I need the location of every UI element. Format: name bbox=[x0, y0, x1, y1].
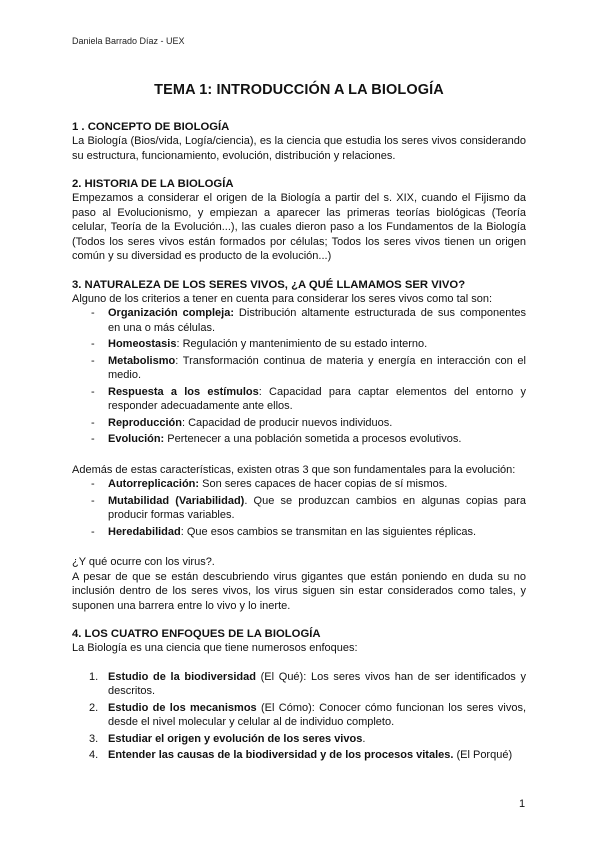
criteria-desc: : Transformación continua de materia y energía en interacción con el medio. bbox=[108, 354, 526, 381]
criteria-desc: : Que esos cambios se transmitan en las siguientes réplicas. bbox=[180, 525, 477, 538]
section-3-heading: 3. NATURALEZA DE LOS SERES VIVOS, ¿A QUÉ LLAMAMOS SER VIVO? bbox=[72, 278, 466, 291]
criteria-term: Autorreplicación: bbox=[108, 478, 200, 490]
section-2-heading: 2. HISTORIA DE LA BIOLOGÍA bbox=[72, 178, 234, 190]
document-title: TEMA 1: INTRODUCCIÓN A LA BIOLOGÍA bbox=[154, 82, 444, 98]
section-1-heading: 1 . CONCEPTO DE BIOLOGÍA bbox=[72, 121, 230, 133]
criteria-item: - Evolución: Pertenecer a una población sometida a procesos evolutivos. bbox=[91, 433, 462, 445]
criteria-list bbox=[72, 306, 526, 447]
approach-term: Estudiar el origen y evolución de los seres vivos bbox=[108, 732, 363, 745]
criteria-desc: Son seres capaces de hacer copias de sí mismos. bbox=[199, 478, 448, 490]
page-content bbox=[72, 82, 526, 777]
criteria-term: Heredabilidad bbox=[108, 525, 181, 538]
criteria-desc: . Que se produzcan cambios en algunas copias para producir formas variables. bbox=[108, 494, 526, 521]
section-4-heading: 4. LOS CUATRO ENFOQUES DE LA BIOLOGÍA bbox=[72, 628, 321, 640]
approach-desc: (El Cómo): Conocer cómo funcionan los seres vivos, desde el nivel molecular y celular al de individuo completo. bbox=[108, 701, 526, 728]
approach-desc: . bbox=[362, 732, 366, 745]
evolution-criteria-item: - Mutabilidad (Variabilidad). Que se produzcan cambios en algunas copias para producir formas variables. bbox=[91, 494, 526, 521]
approach-item bbox=[72, 670, 526, 699]
approaches-list bbox=[72, 670, 526, 763]
approach-number: 1. bbox=[89, 670, 99, 683]
section-3-intro2: Además de estas características, existen otras 3 que son fundamentales para la evolución: bbox=[72, 463, 516, 476]
evolution-criteria-list bbox=[72, 477, 526, 539]
criteria-item: - Respuesta a los estímulos: Capacidad para captar elementos del entorno y responder adecuadamente ante ellos. bbox=[91, 385, 526, 412]
criteria-desc: Pertenecer a una población sometida a procesos evolutivos. bbox=[164, 433, 462, 445]
criteria-term: Metabolismo bbox=[108, 354, 176, 367]
approach-desc: (El Porqué) bbox=[453, 749, 513, 761]
criteria-term: Mutabilidad (Variabilidad) bbox=[108, 494, 245, 507]
criteria-item: - Metabolismo: Transformación continua de materia y energía en interacción con el medio. bbox=[91, 354, 526, 381]
section-enfoques bbox=[72, 627, 526, 763]
section-historia bbox=[72, 177, 526, 264]
approach-item bbox=[72, 748, 526, 763]
approach-number: 2. bbox=[89, 701, 99, 714]
criteria-item: - Reproducción: Capacidad de producir nuevos individuos. bbox=[91, 416, 393, 429]
evolution-criteria-item: - Autorreplicación: Son seres capaces de hacer copias de sí mismos. bbox=[91, 478, 448, 490]
approach-term: Estudio de los mecanismos bbox=[108, 701, 257, 714]
approach-item bbox=[72, 732, 526, 747]
section-concepto bbox=[72, 120, 526, 163]
criteria-term: Organización compleja: bbox=[108, 307, 234, 319]
spacer bbox=[72, 541, 526, 555]
virus-answer: A pesar de que se están descubriendo virus gigantes que están poniendo en duda su no inclusión dentro de los seres vivos, los virus siguen sin estar considerados como tales, y suponen una barrera entre lo vivo y lo inerte. bbox=[72, 570, 526, 612]
spacer bbox=[72, 449, 526, 463]
section-2-text: Empezamos a considerar el origen de la Biología a partir del s. XIX, cuando el Fijismo da paso al Evolucionismo, y empiezan a aparecer las primeras teorías biológicas (Teoría celular, Teoría de la Evolución...), las cuales dieron paso a los Fundamentos de la Biología (Todos los seres vivos están formados por células; Todos los seres vivos tienen un origen común y su diversidad es producto de la evolución...) bbox=[72, 192, 526, 262]
criteria-desc: Distribución altamente estructurada de sus componentes en una o más células. bbox=[108, 307, 526, 334]
criteria-item: - Homeostasis: Regulación y mantenimiento de su estado interno. bbox=[91, 338, 428, 350]
criteria-term: Evolución: bbox=[108, 433, 165, 445]
approach-term: Entender las causas de la biodiversidad y de los procesos vitales. bbox=[108, 749, 454, 761]
page-header-author: Daniela Barrado Díaz - UEX bbox=[72, 36, 185, 46]
approach-item bbox=[72, 701, 526, 730]
approach-number: 4. bbox=[89, 749, 99, 761]
evolution-criteria-item: - Heredabilidad: Que esos cambios se transmitan en las siguientes réplicas. bbox=[91, 525, 477, 538]
approach-number: 3. bbox=[89, 732, 99, 745]
section-4-intro: La Biología es una ciencia que tiene numerosos enfoques: bbox=[72, 642, 358, 654]
criteria-term: Homeostasis bbox=[108, 338, 177, 350]
criteria-desc: : Capacidad de producir nuevos individuos. bbox=[181, 416, 393, 429]
section-naturaleza bbox=[72, 278, 526, 614]
criteria-desc: : Regulación y mantenimiento de su estado interno. bbox=[176, 338, 428, 350]
approach-desc: (El Qué): Los seres vivos han de ser identificados y descritos. bbox=[108, 670, 527, 697]
criteria-desc: : Capacidad para captar elementos del entorno y responder adecuadamente ante ellos. bbox=[108, 385, 526, 412]
spacer bbox=[72, 656, 526, 670]
virus-question: ¿Y qué ocurre con los virus?. bbox=[72, 556, 215, 568]
section-1-text: La Biología (Bios/vida, Logía/ciencia), es la ciencia que estudia los seres vivos considerando su estructura, funcionamiento, evolución, distribución y relaciones. bbox=[72, 135, 526, 162]
criteria-term: Reproducción bbox=[108, 416, 182, 429]
approach-term: Estudio de la biodiversidad bbox=[108, 670, 256, 683]
page-number: 1 bbox=[519, 798, 526, 810]
section-3-intro: Alguno de los criterios a tener en cuenta para considerar los seres vivos como tal son: bbox=[72, 292, 493, 305]
criteria-term: Respuesta a los estímulos bbox=[108, 385, 259, 398]
criteria-item: - Organización compleja: Distribución altamente estructurada de sus componentes en una o más células. bbox=[91, 307, 526, 334]
